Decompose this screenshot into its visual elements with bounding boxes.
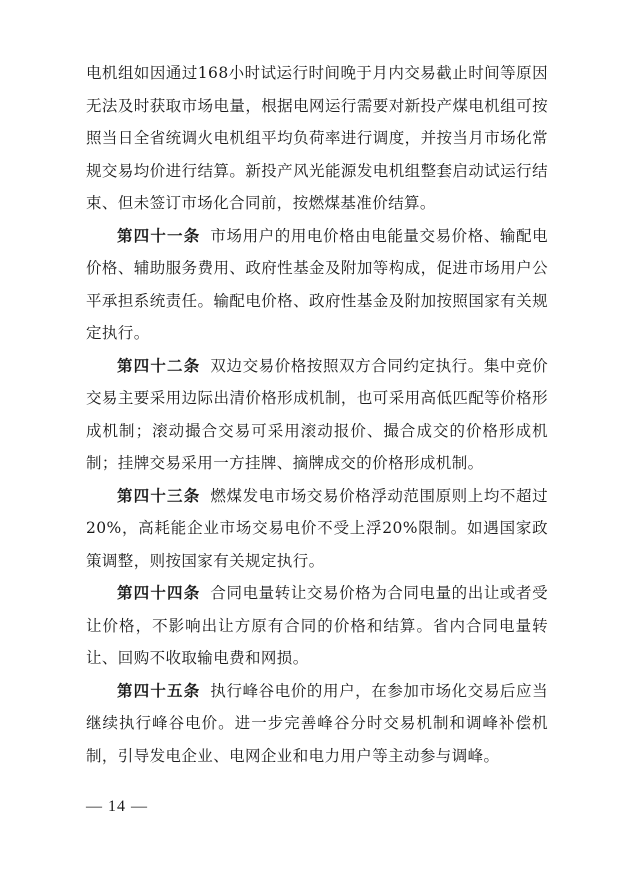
article-41-title: 第四十一条 (117, 226, 201, 245)
page-number: — 14 — (86, 798, 148, 815)
article-45 (86, 675, 548, 773)
article-45-title: 第四十五条 (117, 681, 201, 700)
article-45-text: 执行峰谷电价的用户，在参加市场化交易后应当继续执行峰谷电价。进一步完善峰谷分时交易机制和调峰补偿机制，引导发电企业、电网企业和电力用户等主动参与调峰。 (86, 681, 548, 765)
document-body (86, 57, 548, 772)
article-44-title: 第四十四条 (117, 584, 201, 602)
continuation-paragraph: 电机组如因通过168小时试运行时间晚于月内交易截止时间等原因无法及时获取市场电量，根据电网运行需要对新投产煤电机组可按照当日全省统调火电机组平均负荷率进行调度，并按当月市场化常规交易均价进行结算。新投产风光能源发电机组整套启动试运行结束、但未签订市场化合同前，按燃煤基准价结算。 (86, 64, 548, 212)
article-44-text: 合同电量转让交易价格为合同电量的出让或者受让价格，不影响出让方原有合同的价格和结算。省内合同电量转让、回购不收取输电费和网损。 (86, 584, 548, 667)
article-42 (86, 350, 548, 480)
article-43-title: 第四十三条 (117, 486, 201, 505)
article-42-title: 第四十二条 (117, 356, 201, 375)
article-41-text: 市场用户的用电价格由电能量交易价格、输配电价格、辅助服务费用、政府性基金及附加等构成，促进市场用户公平承担系统责任。输配电价格、政府性基金及附加按照国家有关规定执行。 (86, 226, 548, 342)
article-44 (86, 577, 548, 675)
article-43 (86, 480, 548, 578)
article-41 (86, 220, 548, 350)
article-43-text: 燃煤发电市场交易价格浮动范围原则上均不超过20%，高耗能企业市场交易电价不受上浮20%限制。如遇国家政策调整，则按国家有关规定执行。 (86, 486, 548, 570)
article-42-text: 双边交易价格按照双方合同约定执行。集中竞价交易主要采用边际出清价格形成机制，也可采用高低匹配等价格形成机制；滚动撮合交易可采用滚动报价、撮合成交的价格形成机制；挂牌交易采用一方挂牌、摘牌成交的价格形成机制。 (86, 356, 548, 472)
